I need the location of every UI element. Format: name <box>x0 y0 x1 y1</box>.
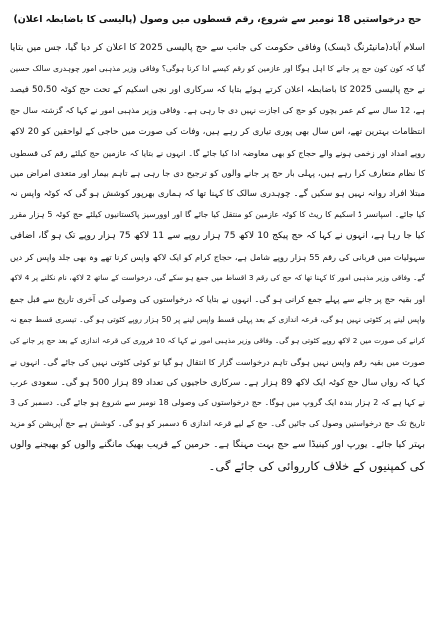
body-line: صورت میں بقیہ رقم واپس نہیں ہوگی تاہم درخواست گزار کا انتقال ہو گیا تو کوئی کٹوتی نہیں کی جائے گی۔ انہوں نے <box>10 356 425 367</box>
body-line: نے کہا ہے کہ 2 ہزار بندہ ایک گروپ میں ہوگا۔ حج درخواستوں کی وصولی 18 نومبر سے شروع ہو جائے گی۔ دسمبر کی 3 <box>10 398 426 408</box>
body-line: روپے امداد اور زخمی ہونے والے حجاج کو بھی معاوضہ ادا کیا جائے گا۔ انہوں نے بتایا کہ عازمین حج کیلئے رقم کی قسطوں <box>10 147 425 158</box>
body-line: واپس لینے پر کٹوتی نہیں ہو گی، قرعہ اندازی کے بعد پہلی قسط واپس لینے پر 50 ہزار روپے کٹوتی ہو گی۔ تیسری قسط جمع نہ <box>10 314 425 324</box>
body-line: نے حج پالیسی 2025 کا باضابطہ اعلان کرتے ہوئے بتایا کہ سرکاری اور نجی اسکیم کے تحت حج کوٹہ 50،50 فیصد <box>10 84 425 95</box>
body-line: گے۔ وفاقی وزیر مذہبی امور کا کہنا تھا کہ حج کی رقم 3 اقساط میں جمع ہو سکے گی، درخواست کے ساتھ 2 لاکھ، نام نکلنے پر 4 لاکھ <box>10 272 425 282</box>
body-line: تاریخ تک حج درخواستیں وصول کی جائیں گی۔ حج کے لیے قرعہ اندازی 6 دسمبر کو ہو گی۔ کوشش ہے حج آپریشن کو مزید <box>10 419 426 429</box>
body-line: مبتلا افراد روانہ نہیں ہو سکیں گے۔ چوہدری سالک کا کہنا تھا کہ ہماری بھرپور کوشش ہو گی کہ کوٹہ واپس نہ <box>10 189 425 200</box>
body-line: کرانے کی صورت میں 2 لاکھ روپے کٹوتی ہو گی۔ وفاقی وزیر مذہبی امور نے کہا کہ 10 فروری کی قرعہ اندازی کے بعد حج پر جانے کی <box>10 335 425 345</box>
body-line: کیا جا رہا ہے، انہوں نے کہا کہ حج پیکج 10 لاکھ 75 ہزار روپے سے 11 لاکھ 75 ہزار روپے تک ہو گا، اضافی <box>10 231 425 242</box>
body-line: کا نظام متعارف کرا رہے ہیں، پہلی بار حج پر جانے والوں کو ترجیح دی جا رہی ہے تاہم بیمار اور متعدی امراض میں <box>10 168 425 179</box>
body-line: گیا کہ کون کون حج پر جانے کا اہل ہوگا اور عازمین کو رقم کیسے ادا کرنا ہوگی؟ وفاقی وزیر مذہبی امور چوہدری سالک حسین <box>10 63 425 73</box>
headline: حج درخواستیں 18 نومبر سے شروع، رقم قسطوں میں وصول (پالیسی کا باضابطہ اعلان) <box>13 14 422 25</box>
body-line: کیا جائے۔ اسپانسر ڈ اسکیم کا ریٹ کا کوٹہ عازمین کو منتقل کیا جائے گا اور اوورسیز پاکستانیوں کیلئے حج کوٹہ 5 ہزار مقرر <box>10 210 425 220</box>
body-line: انتظامات بہترین تھے، اس سال بھی پوری تیاری کر رہے ہیں، وفات کی صورت میں حاجی کے لواحقین کو 20 لاکھ <box>10 126 426 137</box>
body-line: کی کمپنیوں کے خلاف کارروائی کی جائے گی۔ <box>208 459 425 474</box>
body-line: اسلام آباد(مانیٹرنگ ڈیسک) وفاقی حکومت کی جانب سے حج پالیسی 2025 کا اعلان کر دیا گیا، جس میں بتایا <box>10 43 425 53</box>
body-line: بہتر کیا جائے۔ یورپ اور کینیڈا سے حج بہت مہنگا ہے۔ حرمین کے قریب بھیک مانگنے والوں کو بھیجنے والوں <box>10 439 425 451</box>
body-line: اور بقیہ حج پر جانے سے پہلے جمع کرانی ہو گی۔ انہوں نے بتایا کہ درخواستوں کی وصولی کی آخری تاریخ سے قبل جمع <box>10 293 425 304</box>
article-body <box>10 38 425 477</box>
body-line: کہا کہ رواں سال حج کوٹہ ایک لاکھ 89 ہزار ہے۔ سرکاری حاجیوں کی تعداد 89 ہزار 500 ہو گی۔ سعودی عرب <box>10 377 425 388</box>
body-line: سہولیات میں قربانی کی رقم 55 ہزار روپے شامل ہے، حجاج کرام کو ایک لاکھ واپس کرنا تھے وہ بھی جلد واپس کر دیں <box>10 252 425 263</box>
body-line: ہے، 12 سال سے کم عمر بچوں کو حج کی اجازت نہیں دی جا رہی ہے۔ وفاقی وزیر مذہبی امور نے کہا کہ گزشتہ سال حج <box>10 105 426 115</box>
